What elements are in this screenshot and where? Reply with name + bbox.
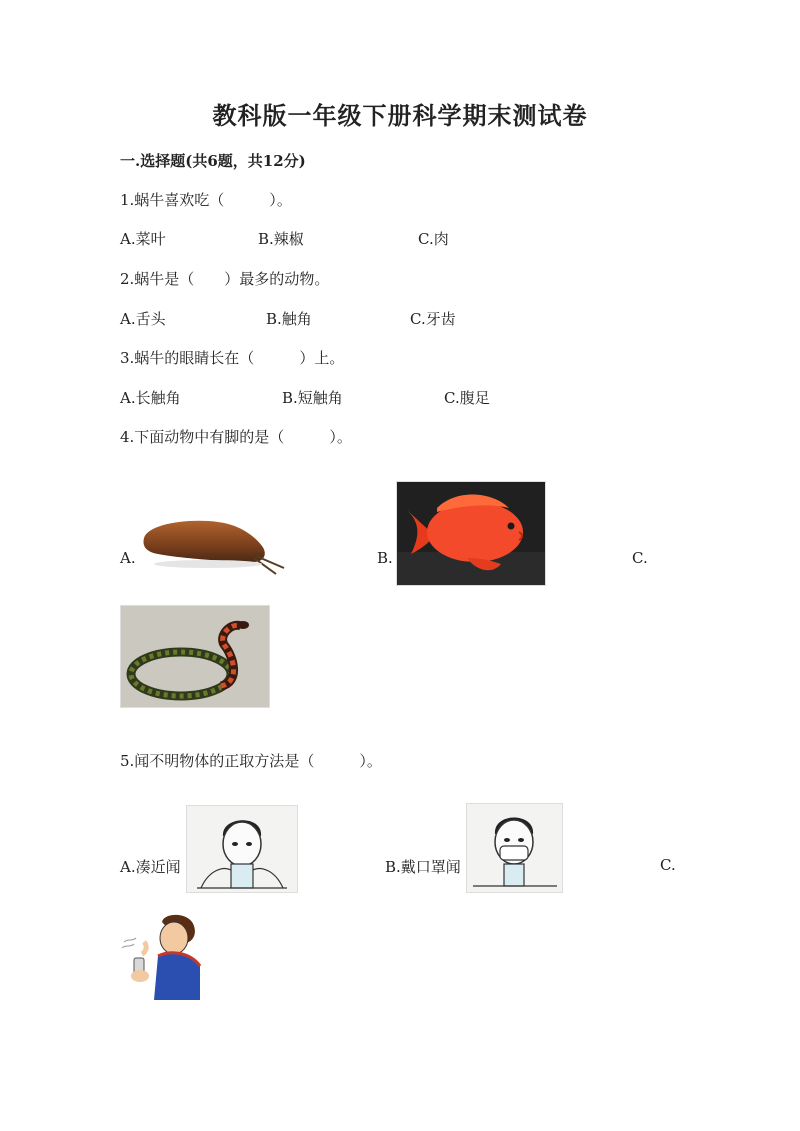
question-2-option-b: B.触角: [266, 310, 312, 328]
question-1-option-a: A.菜叶: [120, 230, 166, 248]
question-3-option-b: B.短触角: [282, 389, 343, 407]
question-4-option-a: A.: [120, 549, 136, 567]
question-2-option-a: A.舌头: [120, 310, 166, 328]
question-5-option-c: C.: [660, 856, 676, 874]
question-4-option-b: B.: [377, 549, 393, 567]
question-3-option-a: A.长触角: [120, 389, 181, 407]
boy-fanning-smell-image: [118, 912, 203, 1002]
question-1-option-b: B.辣椒: [258, 230, 304, 248]
slug-image: [138, 512, 288, 578]
question-5-option-a: A.凑近闻: [120, 858, 181, 876]
boy-with-mask-image: [466, 803, 563, 893]
question-3-option-c: C.腹足: [444, 389, 490, 407]
red-fish-image: [396, 481, 546, 586]
question-5-option-b: B.戴口罩闻: [385, 858, 461, 876]
page-title: 教科版一年级下册科学期末测试卷: [212, 101, 588, 130]
question-4-stem: 4.下面动物中有脚的是（ ）。: [120, 428, 352, 446]
section-heading: 一.选择题(共6题，共12分): [120, 152, 306, 170]
question-1-option-c: C.肉: [418, 230, 449, 248]
question-2-option-c: C.牙齿: [410, 310, 456, 328]
question-5-stem: 5.闻不明物体的正取方法是（ ）。: [120, 752, 382, 770]
snake-image: [120, 605, 270, 708]
question-4-option-c: C.: [632, 549, 648, 567]
boy-smelling-close-image: [186, 805, 298, 893]
question-2-stem: 2.蜗牛是（ ）最多的动物。: [120, 270, 330, 288]
question-3-stem: 3.蜗牛的眼睛长在（ ）上。: [120, 349, 345, 367]
question-1-stem: 1.蜗牛喜欢吃（ ）。: [120, 191, 292, 209]
